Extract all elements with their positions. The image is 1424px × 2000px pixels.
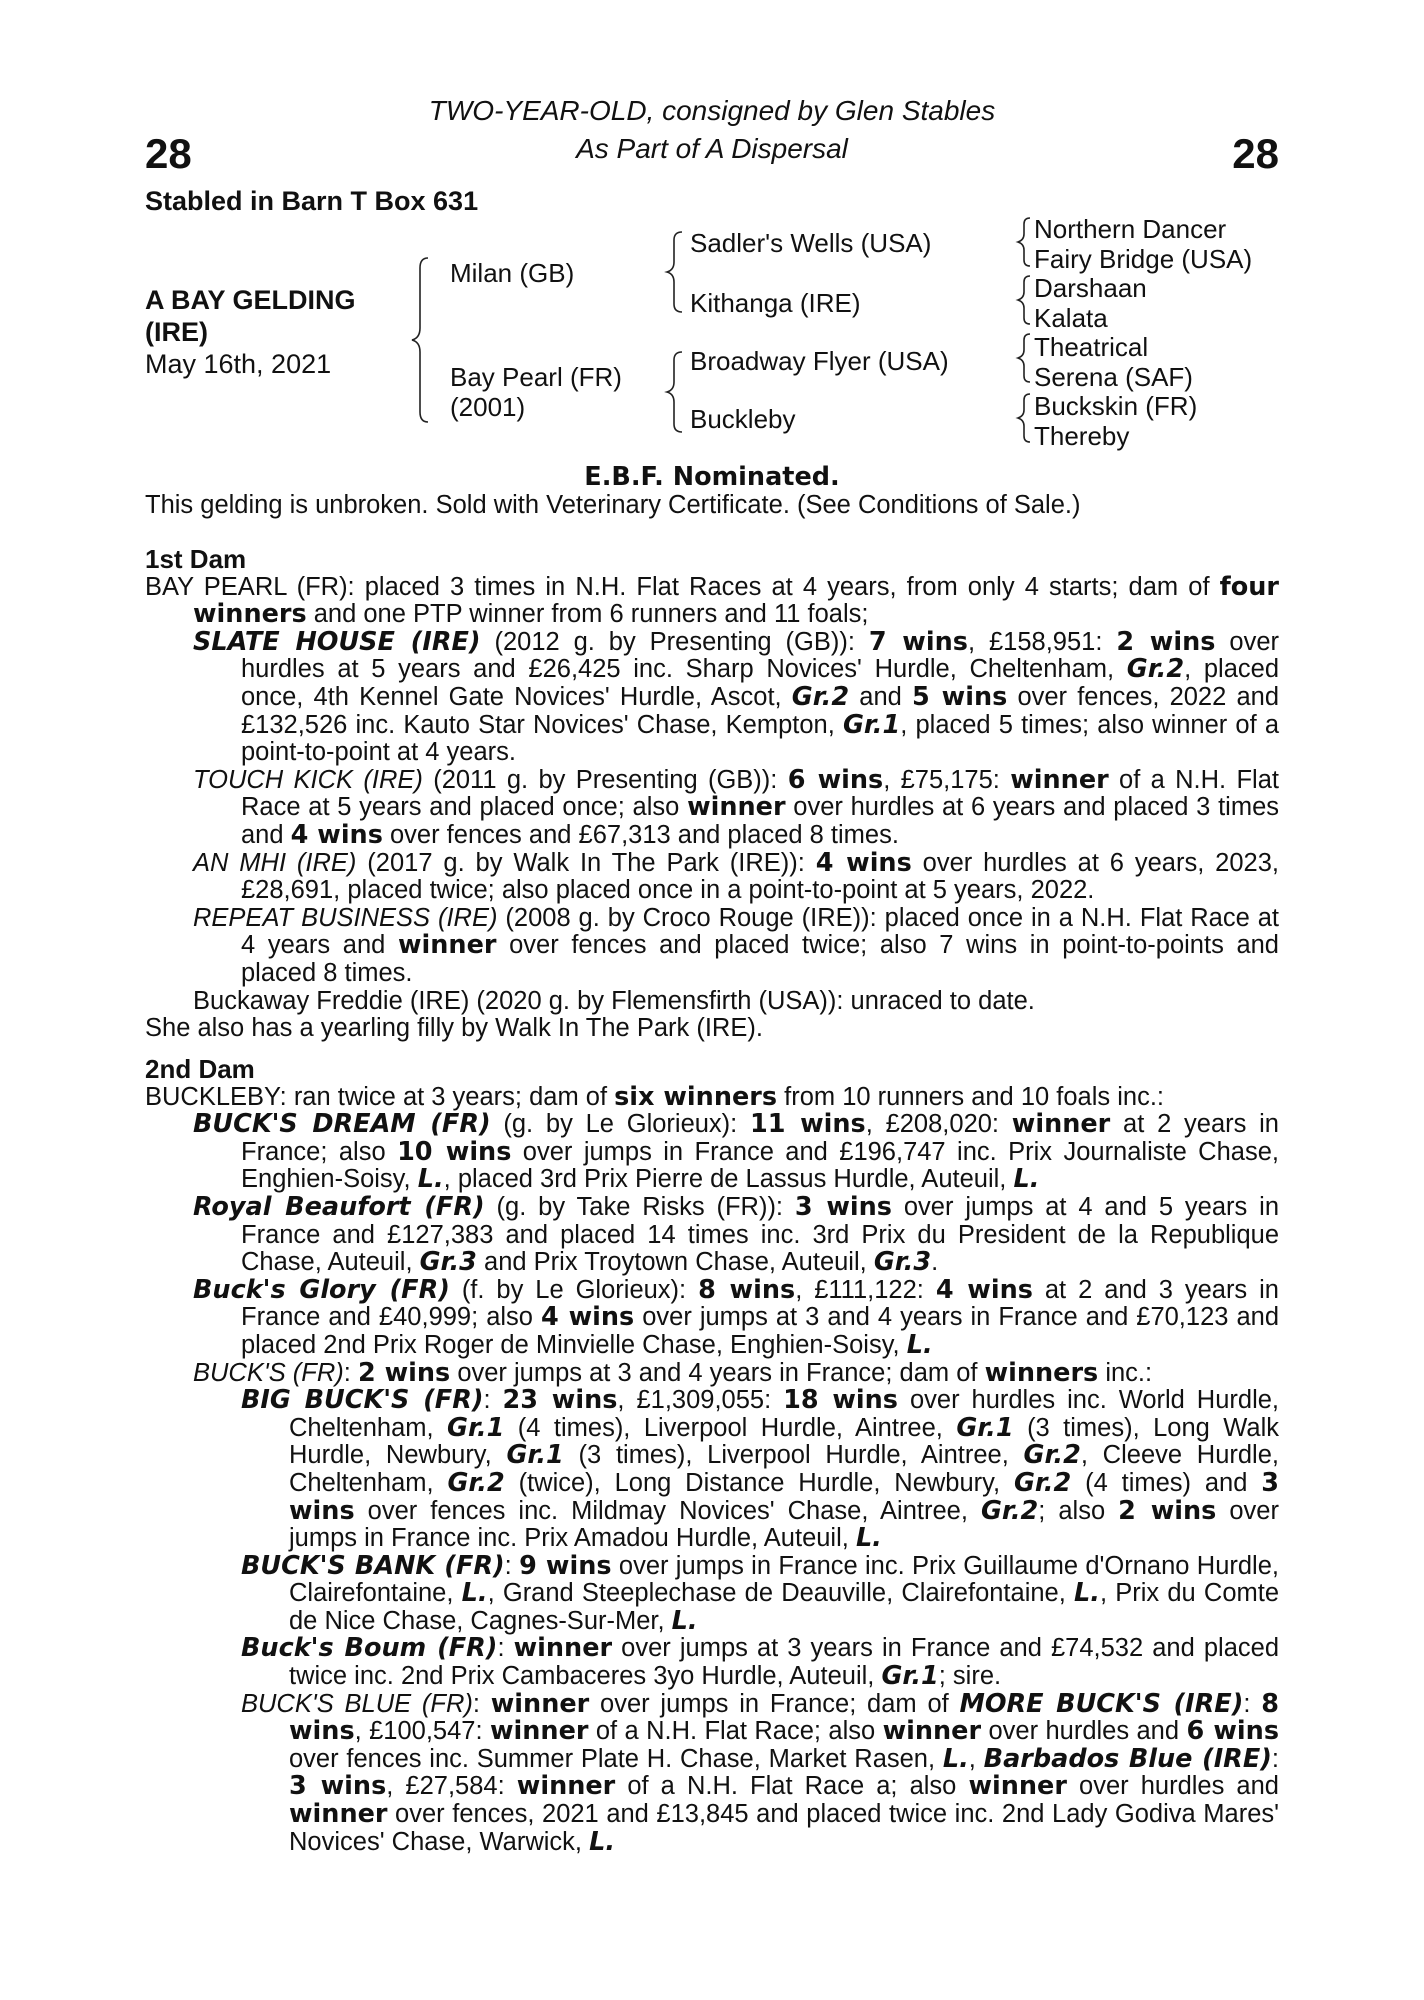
produce-bucks-blue: BUCK'S BLUE (FR): winner over jumps in France; dam of MORE BUCK'S (IRE): 8 wins, £100,547: winner of a N.H. Flat Race; also winner over hurdles and 6 wins over fences inc. Summer Plate H. Chase, Market Rasen, L., Barbados Blue (IRE): 3 wins, £27,584: winner of a N.H. Flat Race a; also winner over hurdles and winner over fences, 2021 and £13,845 and placed twice inc. 2nd Lady Godiva Mares' Novices' Chase, Warwick, L. (241, 1688, 1280, 1857)
produce-bucks-bank: BUCK'S BANK (FR): 9 wins over jumps in France inc. Prix Guillaume d'Ornano Hurdle, Clairefontaine, L., Grand Steeplechase de Deauville, Clairefontaine, L., Prix du Comte de Nice Chase, Cagnes-Sur-Mer, L. (241, 1550, 1280, 1636)
brace-sire-line (667, 232, 682, 312)
horse-name-line-2: (IRE) (145, 317, 208, 347)
produce-bucks-dream: BUCK'S DREAM (FR) (g. by Le Glorieux): 11 wins, £208,020: winner at 2 years in France; also 10 wins over jumps in France and £196,747 inc. Prix Journaliste Chase, Enghien-Soisy, L., placed 3rd Prix Pierre de Lassus Hurdle, Auteuil, L. (193, 1109, 1279, 1195)
second-dam-section (145, 1056, 1279, 1856)
first-dam-section (145, 546, 1279, 1043)
ancestor-2: Fairy Bridge (USA) (1034, 244, 1253, 274)
consign-line-2: As Part of A Dispersal (576, 133, 848, 164)
first-dam-heading: 1st Dam (145, 544, 247, 574)
lot-number-left: 28 (145, 130, 192, 177)
ebf-nominated: E.B.F. Nominated. (584, 462, 840, 492)
sire-sire: Sadler's Wells (USA) (690, 228, 932, 258)
dam-sire: Broadway Flyer (USA) (690, 346, 949, 376)
yearling-note: She also has a yearling filly by Walk In The Park (IRE). (145, 1014, 763, 1043)
produce-buckaway-freddie: Buckaway Freddie (IRE) (2020 g. by Flemensfirth (USA)): unraced to date. (193, 986, 1035, 1015)
sire-dam: Kithanga (IRE) (690, 288, 861, 318)
sire: Milan (GB) (450, 258, 575, 288)
horse-name-line-1: A BAY GELDING (145, 285, 356, 315)
produce-touch-kick: TOUCH KICK (IRE) (2011 g. by Presenting (GB)): 6 wins, £75,175: winner of a N.H. Flat Race at 5 years and placed once; also winner over hurdles at 6 years and placed 3 times and 4 wins over fences and £67,313 and placed 8 times. (193, 764, 1279, 850)
second-dam-heading: 2nd Dam (145, 1054, 255, 1084)
sale-conditions-note: This gelding is unbroken. Sold with Veterinary Certificate. (See Conditions of Sale.) (145, 491, 1081, 519)
brace-g12 (1018, 218, 1030, 266)
foaling-date: May 16th, 2021 (145, 349, 332, 379)
brace-g56 (1018, 334, 1030, 382)
ancestor-4: Kalata (1034, 303, 1108, 333)
brace-g34 (1018, 276, 1030, 324)
produce-royal-beaufort: Royal Beaufort (FR) (g. by Take Risks (FR)): 3 wins over jumps at 4 and 5 years in France and £127,383 and placed 14 times inc. 3rd Prix du President de la Republique Chase, Auteuil, Gr.3 and Prix Troytown Chase, Auteuil, Gr.3. (193, 1191, 1279, 1278)
ancestor-7: Buckskin (FR) (1034, 391, 1198, 421)
brace-sire-dam (412, 258, 428, 422)
stabled-location: Stabled in Barn T Box 631 (145, 186, 479, 216)
produce-bucks: BUCK'S (FR): 2 wins over jumps at 3 and 4 years in France; dam of winners inc.: (193, 1357, 1153, 1388)
dam: Bay Pearl (FR) (450, 362, 622, 392)
brace-dam-line (667, 352, 682, 432)
produce-bucks-glory: Buck's Glory (FR) (f. by Le Glorieux): 8 wins, £111,122: 4 wins at 2 and 3 years in France and £40,999; also 4 wins over jumps at 3 and 4 years in France and £70,123 and placed 2nd Prix Roger de Minvielle Chase, Enghien-Soisy, L. (193, 1274, 1279, 1360)
ancestor-5: Theatrical (1034, 332, 1149, 362)
first-dam-intro: BAY PEARL (FR): placed 3 times in N.H. Flat Races at 4 years, from only 4 starts; dam of four winners and one PTP winner from 6 runners and 11 foals; (145, 571, 1279, 630)
lot-number-right: 28 (1232, 130, 1279, 177)
produce-slate-house: SLATE HOUSE (IRE) (2012 g. by Presenting (GB)): 7 wins, £158,951: 2 wins over hurdles at 5 years and £26,425 inc. Sharp Novices' Hurdle, Cheltenham, Gr.2, placed once, 4th Kennel Gate Novices' Hurdle, Ascot, Gr.2 and 5 wins over fences, 2022 and £132,526 inc. Kauto Star Novices' Chase, Kempton, Gr.1, placed 5 times; also winner of a point-to-point at 4 years. (193, 626, 1280, 767)
ancestor-1: Northern Dancer (1034, 214, 1227, 244)
brace-g78 (1018, 394, 1030, 442)
dam-year: (2001) (450, 392, 526, 422)
produce-big-bucks: BIG BUCK'S (FR): 23 wins, £1,309,055: 18 wins over hurdles inc. World Hurdle, Cheltenham, Gr.1 (4 times), Liverpool Hurdle, Aintree, Gr.1 (3 times), Long Walk Hurdle, Newbury, Gr.1 (3 times), Liverpool Hurdle, Aintree, Gr.2, Cleeve Hurdle, Cheltenham, Gr.2 (twice), Long Distance Hurdle, Newbury, Gr.2 (4 times) and 3 wins over fences inc. Mildmay Novices' Chase, Aintree, Gr.2; also 2 wins over jumps in France inc. Prix Amadou Hurdle, Auteuil, L. (241, 1385, 1280, 1554)
ancestor-6: Serena (SAF) (1034, 362, 1193, 392)
produce-bucks-boum: Buck's Boum (FR): winner over jumps at 3 years in France and £74,532 and placed twice inc. 2nd Prix Cambaceres 3yo Hurdle, Auteuil, Gr.1; sire. (241, 1633, 1280, 1692)
second-dam-intro: BUCKLEBY: ran twice at 3 years; dam of six winners from 10 runners and 10 foals inc.: (145, 1081, 1164, 1112)
produce-an-mhi: AN MHI (IRE) (2017 g. by Walk In The Park (IRE)): 4 wins over hurdles at 6 years, 2023, £28,691, placed twice; also placed once in a point-to-point at 5 years, 2022. (193, 847, 1279, 905)
dam-dam: Buckleby (690, 404, 796, 434)
produce-repeat-business: REPEAT BUSINESS (IRE) (2008 g. by Croco Rouge (IRE)): placed once in a N.H. Flat Race at 4 years and winner over fences and placed twice; also 7 wins in point-to-points and placed 8 times. (193, 903, 1279, 987)
consign-line-1: TWO-YEAR-OLD, consigned by Glen Stables (428, 95, 996, 126)
ancestor-3: Darshaan (1034, 273, 1147, 303)
ancestor-8: Thereby (1034, 421, 1130, 451)
